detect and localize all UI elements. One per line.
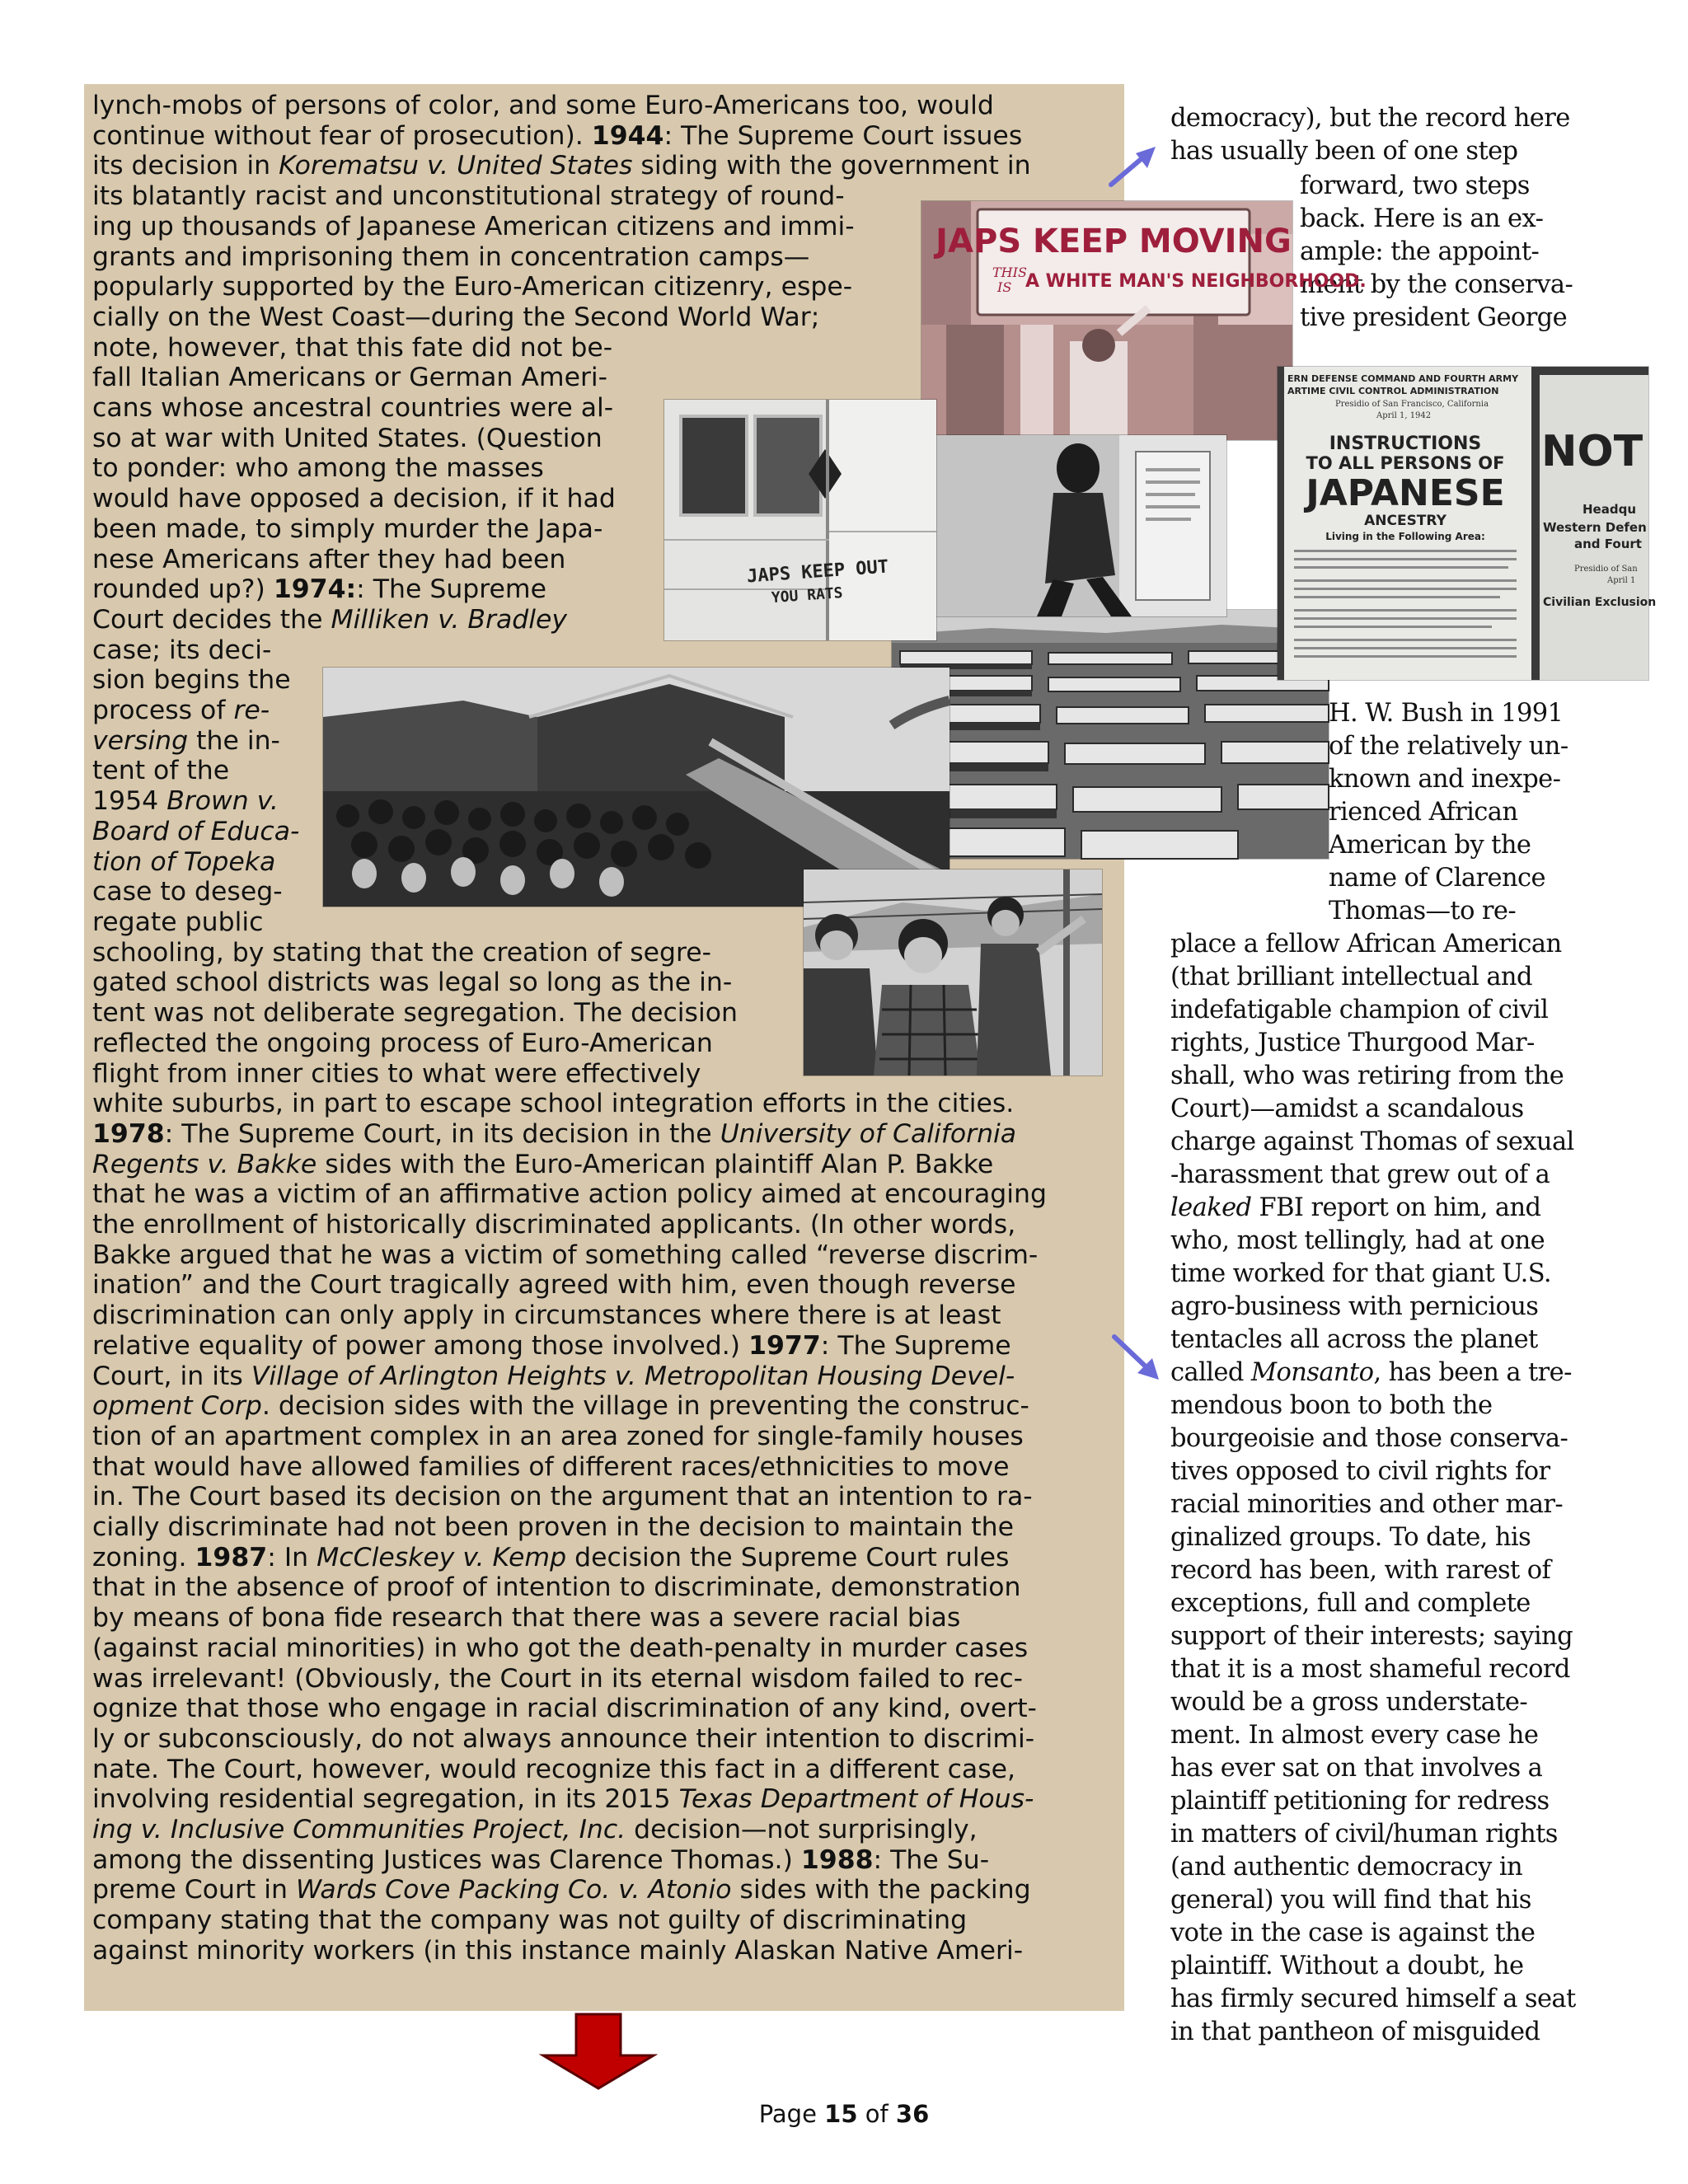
text-span: ination” and the Court tragically agreed with him, even though reverse	[92, 1270, 1016, 1301]
text-line	[1300, 203, 1573, 236]
text-line	[1329, 697, 1568, 730]
text-span: mendous boon to both the	[1170, 1391, 1493, 1420]
blue-arrow-down-icon	[1108, 1330, 1165, 1388]
soldier-photo	[930, 435, 1226, 616]
door-line-1: JAPS KEEP OUT	[746, 556, 889, 588]
text-span: involving residential segregation, in its 2015	[92, 1784, 679, 1815]
bold-year: 1974:	[273, 574, 357, 605]
text-span: Bakke argued that he was a victim of something called “reverse discrim-	[92, 1240, 1039, 1270]
text-span: : The Supreme	[356, 574, 546, 605]
text-line	[1300, 302, 1573, 335]
text-span: tentacles all across the planet	[1170, 1325, 1538, 1354]
text-line	[1170, 1390, 1576, 1422]
exclusion-notice-photo	[1278, 367, 1657, 680]
notice-subtitle: Living in the Following Area:	[1325, 531, 1485, 542]
italic-text: leaked	[1170, 1193, 1252, 1222]
text-line	[1170, 1093, 1576, 1126]
text-span: note, however, that this fate did not be-	[92, 332, 613, 363]
text-span: against minority workers (in this instance mainly Alaskan Native Ameri-	[92, 1935, 1024, 1966]
text-span: ginalized groups. To date, his	[1170, 1523, 1531, 1552]
text-span: rounded up?)	[92, 574, 274, 605]
text-span: white suburbs, in part to escape school integration efforts in the cities.	[92, 1089, 1015, 1119]
bold-year: 1978	[92, 1118, 165, 1149]
text-span: decision—not surprisingly,	[626, 1815, 978, 1845]
italic-text: University of California	[720, 1118, 1017, 1149]
text-span: its blatantly racist and unconstitutional strategy of round-	[92, 181, 845, 212]
text-span: known and inexpe-	[1329, 765, 1561, 794]
text-line	[92, 1936, 1123, 1966]
camp-aerial-graphic	[892, 610, 1329, 859]
text-line	[92, 1301, 1123, 1331]
text-span: nese Americans after they had been	[92, 544, 566, 574]
text-line	[1170, 1554, 1576, 1587]
text-line	[1170, 1653, 1576, 1686]
notice-hdr-1: ERN DEFENSE COMMAND AND FOURTH ARMY	[1287, 373, 1519, 384]
text-span: tent was not deliberate segregation. The decision	[92, 998, 738, 1029]
text-span: sides with the packing	[731, 1875, 1031, 1905]
text-span: (that brilliant intellectual and	[1170, 963, 1532, 991]
italic-text: Brown v.	[166, 786, 279, 817]
italic-text: ing v. Inclusive Communities Project, Inc.	[92, 1815, 626, 1845]
text-span: name of Clarence	[1329, 864, 1545, 893]
text-span: , has been a tre-	[1373, 1358, 1572, 1387]
italic-text: Monsanto	[1250, 1358, 1374, 1387]
text-span: : The Supreme Court, in its decision in the	[164, 1118, 720, 1149]
right-text-block-2	[1300, 170, 1573, 335]
text-span: agro-business with pernicious	[1170, 1292, 1539, 1321]
notice-hdr-2: ARTIME CIVIL CONTROL ADMINISTRATION	[1287, 386, 1499, 396]
text-span: : The Supreme	[820, 1330, 1011, 1361]
blue-arrow-up-icon	[1104, 142, 1162, 191]
soldier-graphic	[930, 435, 1226, 616]
text-span: flight from inner cities to what were effectively	[92, 1058, 701, 1089]
text-line	[92, 1875, 1123, 1905]
text-span: case; its deci-	[92, 635, 272, 665]
text-line	[92, 1572, 1123, 1603]
text-line	[1170, 1060, 1576, 1093]
text-line	[1170, 1225, 1576, 1258]
text-span: has usually been of one step	[1170, 137, 1518, 166]
page-current: 15	[824, 2100, 858, 2128]
italic-text: tion of Topeka	[92, 846, 276, 877]
text-span: schooling, by stating that the creation of segre-	[92, 937, 711, 968]
notice-title-3: JAPANESE	[1306, 472, 1505, 514]
text-span: H. W. Bush in 1991	[1329, 699, 1564, 728]
text-line	[1329, 730, 1568, 763]
italic-text: Milliken v. Bradley	[331, 604, 568, 635]
text-line	[1329, 796, 1568, 829]
text-span: American by the	[1329, 831, 1531, 860]
text-line	[1300, 236, 1573, 269]
notice2-line-5: April 1	[1607, 576, 1636, 585]
notice2-line-3: and Fourt	[1574, 537, 1642, 551]
text-span: : The Su-	[873, 1844, 990, 1875]
notice2-line-2: Western Defen	[1543, 520, 1647, 535]
text-span: rights, Justice Thurgood Mar-	[1170, 1029, 1535, 1057]
text-line	[92, 1694, 1123, 1724]
door-line-2: YOU RATS	[771, 584, 844, 607]
text-line	[92, 1361, 1123, 1392]
text-span: ly or subconsciously, do not always announce their intention to discrimi-	[92, 1723, 1035, 1754]
text-line	[92, 1452, 1123, 1483]
text-span: . decision sides with the village in preventing the construc-	[261, 1391, 1029, 1422]
text-span: -harassment that grew out of a	[1170, 1160, 1550, 1189]
italic-text: Texas Department of Hous-	[678, 1784, 1034, 1815]
boys-photo	[804, 869, 1102, 1076]
text-span: indefatigable champion of civil	[1170, 996, 1549, 1024]
text-span: ment by the conserva-	[1300, 270, 1573, 299]
bold-year: 1944	[591, 120, 664, 151]
text-span: in that pantheon of misguided	[1170, 2018, 1540, 2046]
text-span: regate public	[92, 907, 264, 937]
bold-year: 1988	[800, 1844, 874, 1875]
text-line	[1170, 1159, 1576, 1192]
sign-is: IS	[997, 279, 1012, 295]
text-line	[92, 1845, 1123, 1876]
text-span: gated school districts was legal so long as the in-	[92, 968, 733, 998]
sign-this: THIS	[992, 265, 1027, 280]
text-span: ample: the appoint-	[1300, 237, 1540, 266]
text-span: been made, to simply murder the Japa-	[92, 513, 603, 544]
text-line	[1170, 1950, 1576, 1983]
bold-year: 1977	[748, 1330, 821, 1361]
text-span: cially discriminate had not been proven in the decision to maintain the	[92, 1512, 1015, 1543]
text-span: was irrelevant! (Obviously, the Court in its eternal wisdom failed to rec-	[92, 1663, 1024, 1694]
text-span: among the dissenting Justices was Clarence Thomas.)	[92, 1844, 801, 1875]
right-text-block-3	[1329, 697, 1568, 928]
text-span: rienced African	[1329, 798, 1518, 827]
text-line	[92, 1210, 1123, 1240]
text-line	[1170, 1884, 1576, 1917]
text-line	[92, 91, 1123, 121]
page-footer	[0, 2100, 1688, 2128]
text-span: continue without fear of prosecution).	[92, 120, 592, 151]
text-span: of the relatively un-	[1329, 732, 1568, 761]
text-span: siding with the government in	[632, 151, 1031, 181]
text-line	[1170, 1818, 1576, 1851]
text-span: vote in the case is against the	[1170, 1919, 1536, 1947]
text-span: company stating that the company was not guilty of discriminating	[92, 1905, 968, 1936]
text-line	[92, 1482, 1123, 1512]
text-line	[1170, 1521, 1576, 1554]
text-line	[1170, 1258, 1576, 1291]
exclusion-notice-graphic	[1278, 367, 1657, 680]
text-line	[92, 151, 1123, 181]
text-span: Thomas—to re-	[1329, 897, 1517, 926]
notice2-line-4: Presidio of San	[1574, 565, 1638, 574]
text-line	[92, 1240, 1123, 1271]
text-line	[92, 1422, 1123, 1452]
text-span: popularly supported by the Euro-American citizenry, espe-	[92, 272, 853, 302]
text-line	[1170, 1752, 1576, 1785]
sign-photo-graphic	[921, 201, 1367, 440]
text-line	[1170, 1291, 1576, 1324]
text-span: that it is a most shameful record	[1170, 1655, 1570, 1684]
text-span: relative equality of power among those involved.)	[92, 1330, 749, 1361]
text-line	[1170, 994, 1576, 1027]
notice-title-1: INSTRUCTIONS	[1329, 434, 1482, 454]
notice-title-4: ANCESTRY	[1364, 513, 1447, 529]
text-span: ognize that those who engage in racial discrimination of any kind, overt-	[92, 1694, 1037, 1724]
text-span: to ponder: who among the masses	[92, 453, 544, 484]
text-span: has firmly secured himself a seat	[1170, 1985, 1576, 2013]
text-span: by means of bona fide research that there was a severe racial bias	[92, 1603, 961, 1633]
italic-text: opment Corp	[92, 1391, 262, 1422]
text-span: bourgeoisie and those conserva-	[1170, 1424, 1568, 1453]
door-photo	[664, 400, 936, 640]
text-line	[92, 1543, 1123, 1573]
right-text-block-4	[1170, 928, 1576, 2049]
text-span: : In	[267, 1542, 317, 1572]
italic-text: Regents v. Bakke	[92, 1149, 317, 1179]
text-line	[1300, 170, 1573, 203]
text-span: who, most tellingly, had at one	[1170, 1226, 1545, 1255]
text-line	[92, 121, 1123, 152]
text-line	[92, 1603, 1123, 1633]
text-span: decision the Supreme Court rules	[566, 1542, 1010, 1572]
right-text-block-1	[1170, 102, 1570, 168]
text-line	[1170, 1488, 1576, 1521]
text-span: has ever sat on that involves a	[1170, 1754, 1543, 1783]
text-line	[1170, 961, 1576, 994]
text-line	[92, 1633, 1123, 1664]
text-line	[1170, 1422, 1576, 1455]
text-span: preme Court in	[92, 1875, 296, 1905]
text-span: that in the absence of proof of intention to discriminate, demonstration	[92, 1572, 1021, 1603]
text-line	[92, 1150, 1123, 1180]
text-line	[92, 1905, 1123, 1936]
text-span: 1954	[92, 786, 167, 817]
text-span: (and authentic democracy in	[1170, 1853, 1523, 1882]
notice-hdr-4: April 1, 1942	[1376, 411, 1432, 420]
text-line	[92, 1664, 1123, 1694]
text-span: zoning.	[92, 1542, 195, 1572]
text-span: Court decides the	[92, 604, 331, 635]
text-span: that would have allowed families of different races/ethnicities to move	[92, 1451, 1010, 1482]
text-span: process of	[92, 696, 234, 726]
page-prefix: Page	[758, 2100, 825, 2128]
text-span: racial minorities and other mar-	[1170, 1490, 1564, 1519]
text-line	[1170, 1785, 1576, 1818]
text-line	[1170, 1587, 1576, 1620]
text-line	[1170, 1620, 1576, 1653]
text-line	[92, 1331, 1123, 1361]
text-span: the enrollment of historically discriminated applicants. (In other words,	[92, 1210, 1016, 1240]
boys-graphic	[804, 869, 1102, 1076]
text-span: lynch-mobs of persons of color, and some Euro-Americans too, would	[92, 91, 994, 120]
text-span: tive president George	[1300, 303, 1568, 332]
text-line	[1170, 1126, 1576, 1159]
text-line	[1170, 1357, 1576, 1390]
text-span: cially on the West Coast—during the Second World War;	[92, 302, 820, 332]
sign-line-2: A WHITE MAN'S NEIGHBORHOOD.	[1025, 271, 1367, 292]
notice2-big: NOT	[1541, 427, 1643, 476]
sign-line-1: JAPS KEEP MOVING	[935, 223, 1292, 260]
text-line	[92, 1391, 1123, 1422]
text-span: forward, two steps	[1300, 171, 1530, 200]
text-line	[1329, 829, 1568, 862]
text-line	[1170, 1686, 1576, 1719]
text-span: would have opposed a decision, if it had	[92, 484, 616, 514]
text-span: sides with the Euro-American plaintiff Alan P. Bakke	[316, 1149, 994, 1179]
text-span: nate. The Court, however, would recognize this fact in a different case,	[92, 1754, 1016, 1784]
italic-text: McCleskey v. Kemp	[316, 1542, 567, 1572]
page-mid: of	[857, 2100, 896, 2128]
bold-year: 1987	[195, 1542, 268, 1572]
text-span: that he was a victim of an affirmative action policy aimed at encouraging	[92, 1179, 1047, 1210]
sign-photo	[921, 201, 1367, 440]
text-span: charge against Thomas of sexual	[1170, 1127, 1574, 1156]
text-span: the in-	[188, 725, 280, 756]
camp-aerial-photo	[892, 610, 1329, 859]
italic-text: Village of Arlington Heights v. Metropolitan Housing Devel-	[251, 1361, 1015, 1391]
text-span: : The Supreme Court issues	[663, 120, 1023, 151]
text-line	[1170, 1027, 1576, 1060]
text-line	[1170, 1192, 1576, 1225]
text-span: plaintiff petitioning for redress	[1170, 1787, 1550, 1816]
text-span: time worked for that giant U.S.	[1170, 1259, 1551, 1288]
text-line	[1329, 895, 1568, 928]
text-line	[1170, 928, 1576, 961]
text-line	[1170, 1719, 1576, 1752]
text-line	[1170, 102, 1570, 135]
italic-text: Korematsu v. United States	[279, 151, 633, 181]
text-line	[92, 1755, 1123, 1785]
italic-text: versing	[92, 725, 189, 756]
text-line	[1170, 2016, 1576, 2049]
text-span: democracy), but the record here	[1170, 104, 1570, 133]
text-span: place a fellow African American	[1170, 930, 1562, 958]
text-span: support of their interests; saying	[1170, 1622, 1573, 1651]
notice2-line-1: Headqu	[1582, 502, 1637, 517]
page-total: 36	[895, 2100, 930, 2128]
text-line	[92, 1815, 1123, 1845]
text-span: cans whose ancestral countries were al-	[92, 393, 614, 424]
text-span: FBI report on him, and	[1251, 1193, 1541, 1222]
text-span: grants and imprisoning them in concentration camps—	[92, 241, 810, 272]
text-line	[92, 1512, 1123, 1543]
text-line	[92, 1724, 1123, 1755]
text-span: general) you will find that his	[1170, 1886, 1531, 1915]
text-line	[1170, 1324, 1576, 1357]
text-span: Court)—amidst a scandalous	[1170, 1094, 1524, 1123]
text-span: record has been, with rarest of	[1170, 1556, 1551, 1585]
text-line	[92, 1784, 1123, 1815]
text-line	[1329, 763, 1568, 796]
text-line	[1170, 1455, 1576, 1488]
text-line	[1170, 1851, 1576, 1884]
text-span: in matters of civil/human rights	[1170, 1820, 1558, 1849]
italic-text: Wards Cove Packing Co. v. Atonio	[296, 1875, 732, 1905]
text-span: plaintiff. Without a doubt, he	[1170, 1952, 1524, 1980]
text-span: case to deseg-	[92, 877, 283, 907]
text-span: tion of an apartment complex in an area zoned for single-family houses	[92, 1421, 1024, 1451]
notice-title-2: TO ALL PERSONS OF	[1306, 453, 1505, 473]
text-line	[92, 1270, 1123, 1301]
text-span: discrimination can only apply in circumstances where there is at least	[92, 1301, 1001, 1331]
notice-hdr-3: Presidio of San Francisco, California	[1335, 400, 1489, 409]
text-span: back. Here is an ex-	[1300, 204, 1544, 233]
text-line	[1170, 135, 1570, 168]
text-span: fall Italian Americans or German Ameri-	[92, 363, 608, 393]
text-span: so at war with United States. (Question	[92, 423, 603, 453]
text-span: tives opposed to civil rights for	[1170, 1457, 1550, 1486]
text-span: ment. In almost every case he	[1170, 1721, 1539, 1750]
text-span: exceptions, full and complete	[1170, 1589, 1531, 1618]
text-line	[1329, 862, 1568, 895]
text-span: Court, in its	[92, 1361, 251, 1391]
red-down-arrow-icon[interactable]	[540, 2013, 657, 2091]
italic-text: Board of Educa-	[92, 816, 300, 846]
text-line	[92, 1119, 1123, 1150]
text-span: tent of the	[92, 756, 230, 786]
text-span: ing up thousands of Japanese American citizens and immi-	[92, 211, 855, 241]
text-line	[1170, 1983, 1576, 2016]
text-span: in. The Court based its decision on the argument that an intention to ra-	[92, 1482, 1033, 1512]
notice2-line-6: Civilian Exclusion	[1543, 596, 1657, 609]
door-graphic	[664, 400, 936, 640]
text-span: shall, who was retiring from the	[1170, 1062, 1564, 1090]
text-span: its decision in	[92, 151, 279, 181]
text-span: called	[1170, 1358, 1251, 1387]
text-line	[92, 1179, 1123, 1210]
text-line	[1170, 1917, 1576, 1950]
text-span: sion begins the	[92, 665, 291, 696]
text-span: would be a gross understate-	[1170, 1688, 1528, 1717]
text-span: (against racial minorities) in who got the death-penalty in murder cases	[92, 1633, 1029, 1663]
italic-text: re-	[233, 696, 270, 726]
text-line	[92, 1089, 1123, 1119]
text-span: reflected the ongoing process of Euro-American	[92, 1028, 713, 1058]
